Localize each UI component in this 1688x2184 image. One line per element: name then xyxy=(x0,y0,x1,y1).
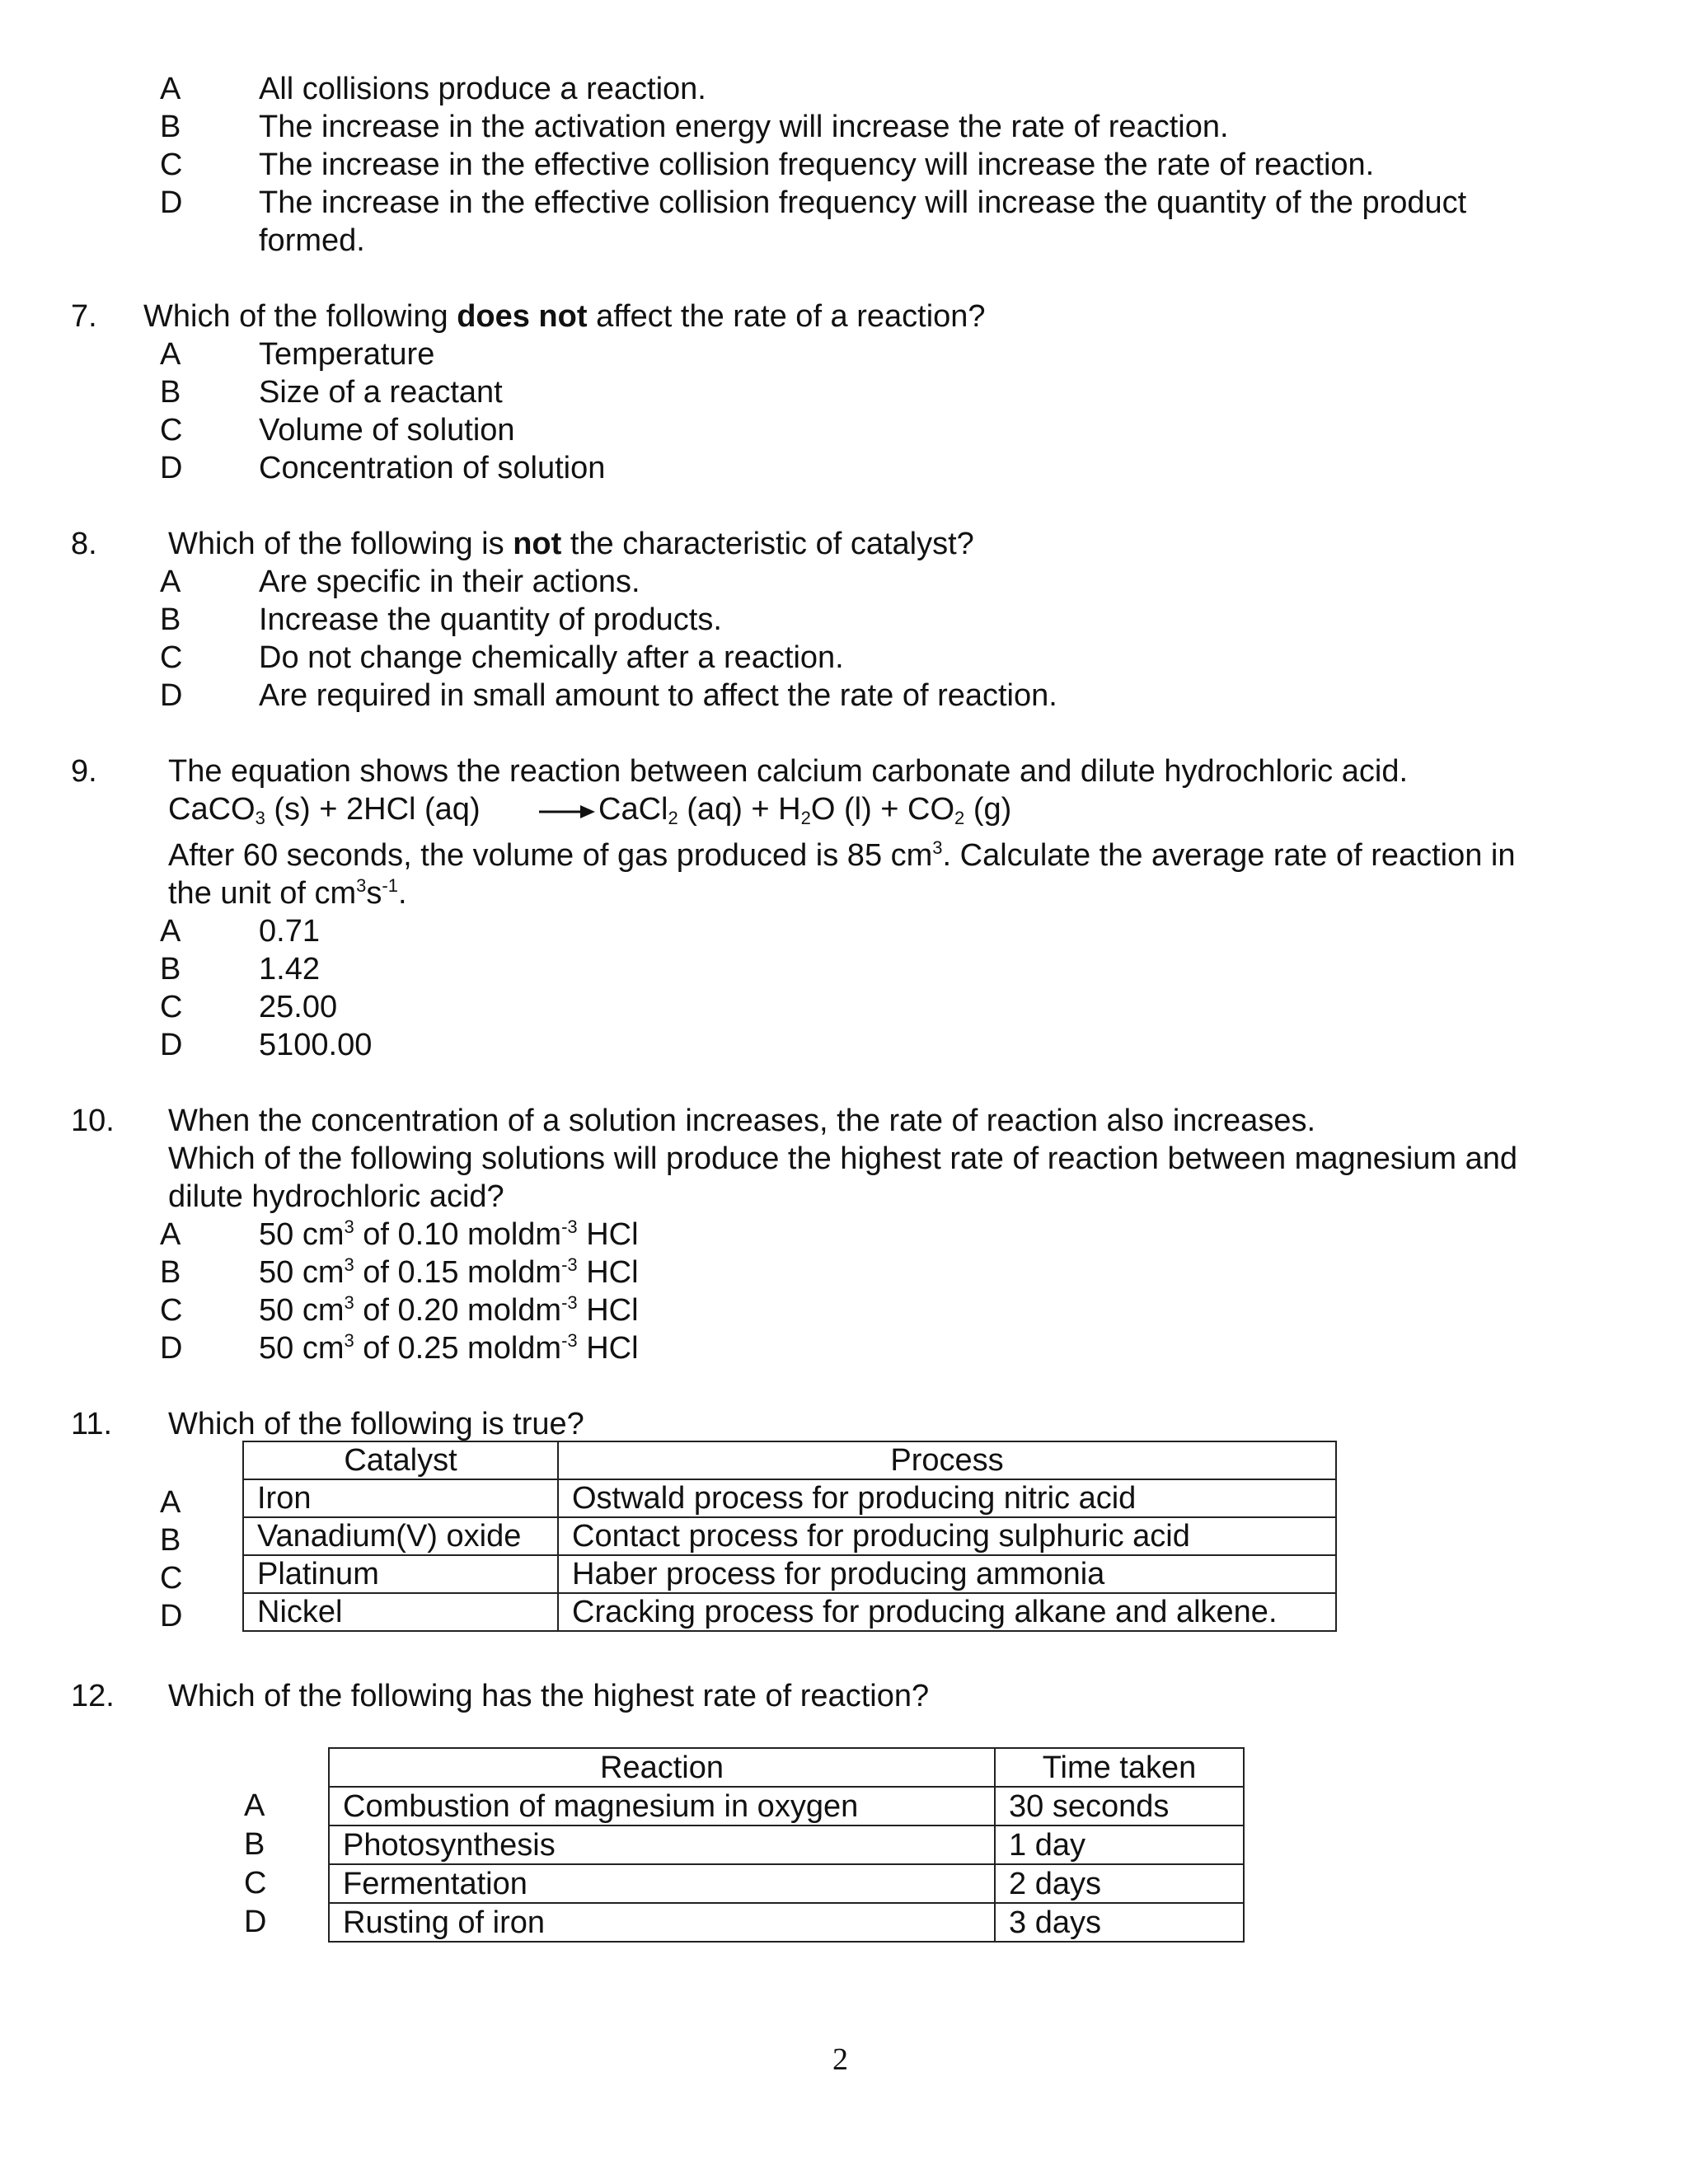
option-letter: A xyxy=(160,1217,181,1252)
reaction-time-table xyxy=(328,1747,1245,1943)
time-cell: 1 day xyxy=(995,1825,1244,1864)
option-text: Increase the quantity of products. xyxy=(259,602,722,637)
option-letter: C xyxy=(244,1866,267,1900)
time-cell: 2 days xyxy=(995,1864,1244,1903)
equation-subscript: 3 xyxy=(255,808,265,828)
option-text: Are required in small amount to affect the rate of reaction. xyxy=(259,678,1057,713)
option-text xyxy=(259,1291,639,1329)
option-letter: A xyxy=(160,914,181,949)
text-part: . Calculate the average rate of reaction in xyxy=(942,838,1516,873)
q6-option-text: The increase in the effective collision frequency will increase the quantity of the product xyxy=(259,185,1467,220)
question-stem: Which of the following is true? xyxy=(168,1407,584,1441)
option-text: 25.00 xyxy=(259,990,338,1024)
table-row xyxy=(329,1864,1244,1903)
option-letter: D xyxy=(244,1905,267,1939)
question-text-line xyxy=(168,837,1516,874)
option-letter: D xyxy=(160,1331,183,1366)
column-header: Process xyxy=(558,1441,1336,1479)
option-letter: A xyxy=(160,1485,181,1520)
column-header: Reaction xyxy=(329,1748,995,1787)
question-number: 7. xyxy=(71,299,97,334)
q6-option-text: The increase in the effective collision frequency will increase the rate of reaction. xyxy=(259,148,1375,182)
catalyst-cell: Iron xyxy=(243,1479,558,1517)
text-part: of 0.15 moldm xyxy=(354,1255,562,1290)
option-text: 5100.00 xyxy=(259,1028,373,1062)
question-stem: When the concentration of a solution increases, the rate of reaction also increases. xyxy=(168,1104,1316,1138)
reaction-cell: Fermentation xyxy=(329,1864,995,1903)
process-cell: Cracking process for producing alkane and alkene. xyxy=(558,1593,1336,1631)
option-letter: D xyxy=(160,1028,183,1062)
superscript: -3 xyxy=(561,1292,578,1313)
option-letter: C xyxy=(160,1293,183,1328)
q6-option-text: All collisions produce a reaction. xyxy=(259,72,706,106)
option-text: 1.42 xyxy=(259,952,320,987)
option-text: 0.71 xyxy=(259,914,320,949)
option-letter: C xyxy=(160,413,183,448)
reaction-arrow-icon xyxy=(539,804,595,820)
equation-part: (g) xyxy=(964,792,1012,827)
catalyst-cell: Vanadium(V) oxide xyxy=(243,1517,558,1555)
stem-emphasis: not xyxy=(513,527,562,561)
question-number: 9. xyxy=(71,754,97,789)
text-part: 50 cm xyxy=(259,1255,345,1290)
option-letter: B xyxy=(160,1255,181,1290)
superscript: 3 xyxy=(932,837,943,858)
time-cell: 3 days xyxy=(995,1903,1244,1942)
question-stem xyxy=(143,298,986,335)
text-part: of 0.10 moldm xyxy=(354,1217,562,1252)
option-letter: B xyxy=(160,952,181,987)
option-letter: A xyxy=(244,1788,265,1823)
option-text: Concentration of solution xyxy=(259,451,606,485)
option-text: Temperature xyxy=(259,337,435,372)
text-part: 50 cm xyxy=(259,1293,345,1328)
option-letter: C xyxy=(160,1561,183,1596)
option-letter: D xyxy=(160,1599,183,1633)
text-part: of 0.25 moldm xyxy=(354,1331,562,1366)
option-letter: C xyxy=(160,640,183,675)
q6-option-text: The increase in the activation energy will increase the rate of reaction. xyxy=(259,110,1229,144)
column-header: Catalyst xyxy=(243,1441,558,1479)
superscript: 3 xyxy=(344,1330,354,1351)
superscript: 3 xyxy=(344,1292,354,1313)
equation-part: (aq) + H xyxy=(678,792,801,827)
table-header-row xyxy=(329,1748,1244,1787)
equation-reactants xyxy=(168,790,481,828)
table-row xyxy=(243,1593,1336,1631)
catalyst-cell: Nickel xyxy=(243,1593,558,1631)
option-letter: D xyxy=(160,451,183,485)
text-part: HCl xyxy=(577,1217,639,1252)
option-text: Do not change chemically after a reaction. xyxy=(259,640,844,675)
equation-products xyxy=(598,790,1011,828)
equation-subscript: 2 xyxy=(668,808,678,828)
option-letter: B xyxy=(160,375,181,410)
text-part: 50 cm xyxy=(259,1331,345,1366)
table-row xyxy=(329,1903,1244,1942)
option-letter: B xyxy=(244,1827,265,1862)
page-number: 2 xyxy=(832,2042,848,2077)
time-cell: 30 seconds xyxy=(995,1787,1244,1825)
superscript: -3 xyxy=(561,1254,578,1275)
question-stem: Which of the following has the highest rate of reaction? xyxy=(168,1679,930,1713)
option-text: Are specific in their actions. xyxy=(259,565,640,599)
superscript: 3 xyxy=(344,1216,354,1237)
q6-option-letter: B xyxy=(160,110,181,144)
question-number: 11. xyxy=(71,1407,113,1441)
question-number: 8. xyxy=(71,527,97,561)
stem-part: the characteristic of catalyst? xyxy=(561,527,974,561)
text-part: HCl xyxy=(577,1255,639,1290)
superscript: 3 xyxy=(356,875,367,896)
q6-option-text-continued: formed. xyxy=(259,223,365,258)
question-stem xyxy=(168,525,974,563)
question-number: 12. xyxy=(71,1679,115,1713)
superscript: -3 xyxy=(561,1216,578,1237)
table-row xyxy=(329,1825,1244,1864)
option-text xyxy=(259,1329,639,1367)
superscript: 3 xyxy=(344,1254,354,1275)
question-stem: Which of the following solutions will produce the highest rate of reaction between magnesium and xyxy=(168,1141,1518,1176)
catalyst-cell: Platinum xyxy=(243,1555,558,1593)
option-text: Size of a reactant xyxy=(259,375,503,410)
equation-subscript: 2 xyxy=(954,808,965,828)
q6-option-letter: C xyxy=(160,148,183,182)
catalyst-process-table xyxy=(242,1441,1337,1632)
stem-part: Which of the following is xyxy=(168,527,513,561)
text-part: of 0.20 moldm xyxy=(354,1293,562,1328)
table-row xyxy=(243,1555,1336,1593)
table-header-row xyxy=(243,1441,1336,1479)
process-cell: Contact process for producing sulphuric acid xyxy=(558,1517,1336,1555)
text-part: HCl xyxy=(577,1293,639,1328)
question-stem: dilute hydrochloric acid? xyxy=(168,1179,504,1214)
option-letter: D xyxy=(160,678,183,713)
process-cell: Haber process for producing ammonia xyxy=(558,1555,1336,1593)
table-row xyxy=(243,1517,1336,1555)
reaction-cell: Photosynthesis xyxy=(329,1825,995,1864)
process-cell: Ostwald process for producing nitric acid xyxy=(558,1479,1336,1517)
equation-part: O (l) + CO xyxy=(810,792,955,827)
equation-subscript: 2 xyxy=(800,808,811,828)
text-part: 50 cm xyxy=(259,1217,345,1252)
option-letter: B xyxy=(160,1523,181,1558)
text-part: s xyxy=(366,876,382,911)
question-number: 10. xyxy=(71,1104,115,1138)
stem-emphasis: does not xyxy=(457,299,588,334)
table-row xyxy=(243,1479,1336,1517)
option-letter: C xyxy=(160,990,183,1024)
reaction-cell: Rusting of iron xyxy=(329,1903,995,1942)
stem-part: Which of the following xyxy=(143,299,457,334)
option-text xyxy=(259,1216,639,1254)
table-row xyxy=(329,1787,1244,1825)
text-part: After 60 seconds, the volume of gas produced is 85 cm xyxy=(168,838,933,873)
option-text xyxy=(259,1254,639,1291)
option-letter: B xyxy=(160,602,181,637)
question-stem: The equation shows the reaction between calcium carbonate and dilute hydrochloric acid. xyxy=(168,754,1409,789)
stem-part: affect the rate of a reaction? xyxy=(587,299,986,334)
equation-part: CaCO xyxy=(168,792,256,827)
text-part: the unit of cm xyxy=(168,876,357,911)
q6-option-letter: A xyxy=(160,72,181,106)
text-part: HCl xyxy=(577,1331,639,1366)
option-text: Volume of solution xyxy=(259,413,515,448)
superscript: -3 xyxy=(561,1330,578,1351)
column-header: Time taken xyxy=(995,1748,1244,1787)
q6-option-letter: D xyxy=(160,185,183,220)
question-text-line xyxy=(168,874,407,912)
equation-part: CaCl xyxy=(598,792,668,827)
text-part: . xyxy=(397,876,407,911)
superscript: -1 xyxy=(382,875,398,896)
option-letter: A xyxy=(160,565,181,599)
option-letter: A xyxy=(160,337,181,372)
reaction-cell: Combustion of magnesium in oxygen xyxy=(329,1787,995,1825)
equation-part: (s) + 2HCl (aq) xyxy=(265,792,481,827)
